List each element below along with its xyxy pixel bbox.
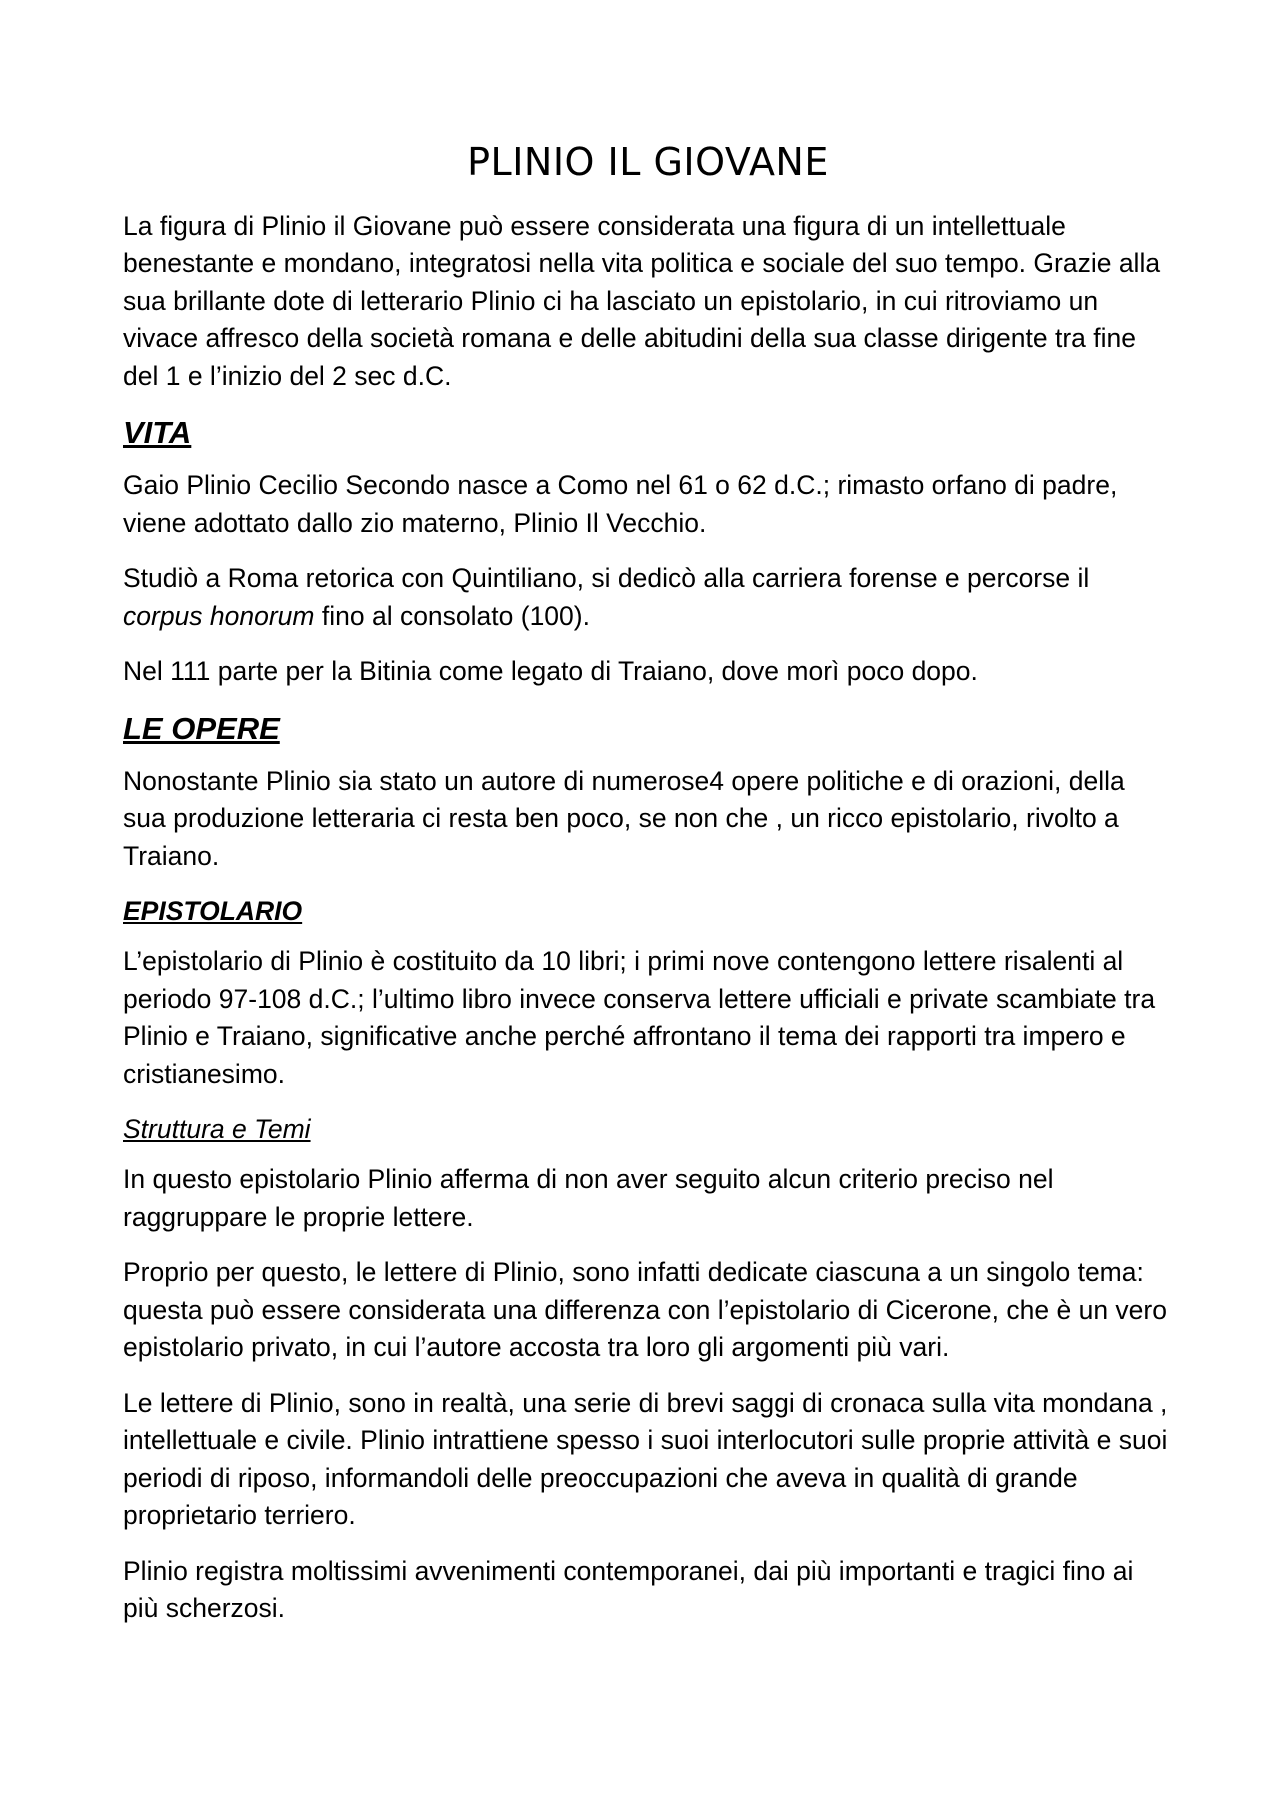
struttura-paragraph-1: In questo epistolario Plinio afferma di non aver seguito alcun criterio preciso nel raggruppare le proprie lettere.	[123, 1164, 1054, 1232]
section-heading-opere: LE OPERE	[123, 710, 280, 746]
vita-paragraph-3: Nel 111 parte per la Bitinia come legato di Traiano, dove morì poco dopo.	[123, 656, 978, 687]
page-title: PLINIO IL GIOVANE	[467, 140, 829, 184]
intro-paragraph: La figura di Plinio il Giovane può essere considerata una figura di un intellettuale benestante e mondano, integratosi nella vita politica e sociale del suo tempo. Grazie alla sua brillante dote di letterario Plinio ci ha lasciato un epistolario, in cui ritroviamo un vivace affresco della società romana e delle abitudini della sua classe dirigente tra fine del 1 e l’inizio del 2 sec d.C.	[123, 210, 1161, 391]
vita-p2-italic-term: corpus honorum	[123, 600, 315, 631]
struttura-paragraph-4: Plinio registra moltissimi avvenimenti contemporanei, dai più importanti e tragici fino ai più scherzosi.	[123, 1555, 1134, 1624]
vita-paragraph-1: Gaio Plinio Cecilio Secondo nasce a Como nel 61 o 62 d.C.; rimasto orfano di padre, viene adottato dallo zio materno, Plinio Il Vecchio.	[123, 470, 1118, 538]
vita-p2-text-after: fino al consolato (100).	[314, 600, 590, 631]
vita-p2-text-before: Studiò a Roma retorica con Quintiliano, si dedicò alla carriera forense e percorse il	[123, 563, 1090, 594]
struttura-paragraph-2: Proprio per questo, le lettere di Plinio, sono infatti dedicate ciascuna a un singolo tema: questa può essere considerata una differenza con l’epistolario di Cicerone, che è un vero epistolario privato, in cui l’autore accosta tra loro gli argomenti più vari.	[123, 1257, 1167, 1363]
document-page	[123, 140, 1173, 1646]
vita-paragraph-2	[123, 560, 1173, 635]
struttura-paragraph-3: Le lettere di Plinio, sono in realtà, una serie di brevi saggi di cronaca sulla vita mondana , intellettuale e civile. Plinio intrattiene spesso i suoi interlocutori sulle proprie attività e suoi periodi di riposo, informandoli delle preoccupazioni che aveva in qualità di grande proprietario terriero.	[123, 1387, 1168, 1531]
section-heading-epistolario: EPISTOLARIO	[123, 896, 303, 927]
section-heading-vita: VITA	[123, 415, 192, 451]
opere-paragraph-1: Nonostante Plinio sia stato un autore di numerose4 opere politiche e di orazioni, della sua produzione letteraria ci resta ben poco, se non che , un ricco epistolario, rivolto a Traiano.	[123, 765, 1125, 871]
subsection-heading-struttura: Struttura e Temi	[123, 1114, 311, 1145]
epistolario-paragraph-1: L’epistolario di Plinio è costituito da 10 libri; i primi nove contengono lettere risalenti al periodo 97-108 d.C.; l’ultimo libro invece conserva lettere ufficiali e private scambiate tra Plinio e Traiano, significative anche perché affrontano il tema dei rapporti tra impero e cristianesimo.	[123, 946, 1156, 1089]
